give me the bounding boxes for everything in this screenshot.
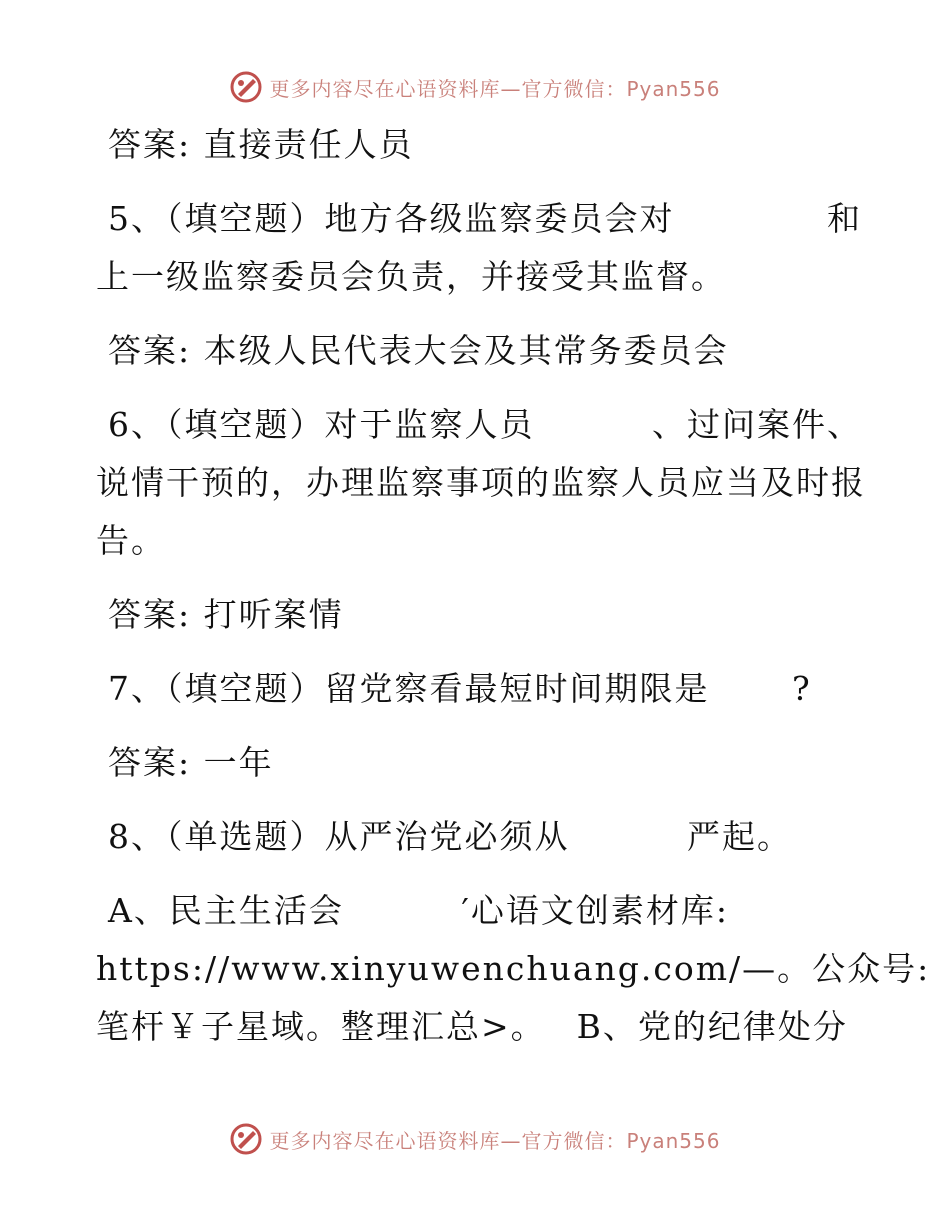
logo-icon (229, 70, 263, 104)
logo-icon (229, 1122, 263, 1156)
document-body (96, 116, 931, 1056)
answer-line: 答案: 打听案情 (108, 595, 344, 634)
header-banner (0, 70, 950, 104)
option-line: https://www.xinyuwenchuang.com/—。公众号: (96, 949, 931, 988)
banner-text: 更多内容尽在心语资料库—官方微信：Pyan556 (269, 1128, 721, 1153)
banner-text: 更多内容尽在心语资料库—官方微信：Pyan556 (269, 76, 721, 101)
question-line: 告。 (96, 521, 166, 560)
footer-banner (0, 1122, 950, 1156)
answer-line: 答案: 一年 (108, 743, 274, 782)
option-line: A、民主生活会 ′心语文创素材库: (108, 891, 729, 930)
question-line: 上一级监察委员会负责，并接受其监督。 (96, 257, 726, 296)
question-line: 8、（单选题）从严治党必须从 严起。 (108, 817, 792, 856)
answer-line: 答案: 本级人民代表大会及其常务委员会 (108, 331, 729, 370)
answer-line: 答案: 直接责任人员 (108, 125, 414, 164)
question-line: 说情干预的，办理监察事项的监察人员应当及时报 (96, 463, 866, 502)
option-line: 笔杆￥子星域。整理汇总>。 B、党的纪律处分 (96, 1007, 848, 1046)
question-line: 5、（填空题）地方各级监察委员会对 和 (108, 199, 862, 238)
question-line: 6、（填空题）对于监察人员 、过问案件、 (108, 405, 862, 444)
question-line: 7、（填空题）留党察看最短时间期限是 ? (108, 669, 812, 708)
